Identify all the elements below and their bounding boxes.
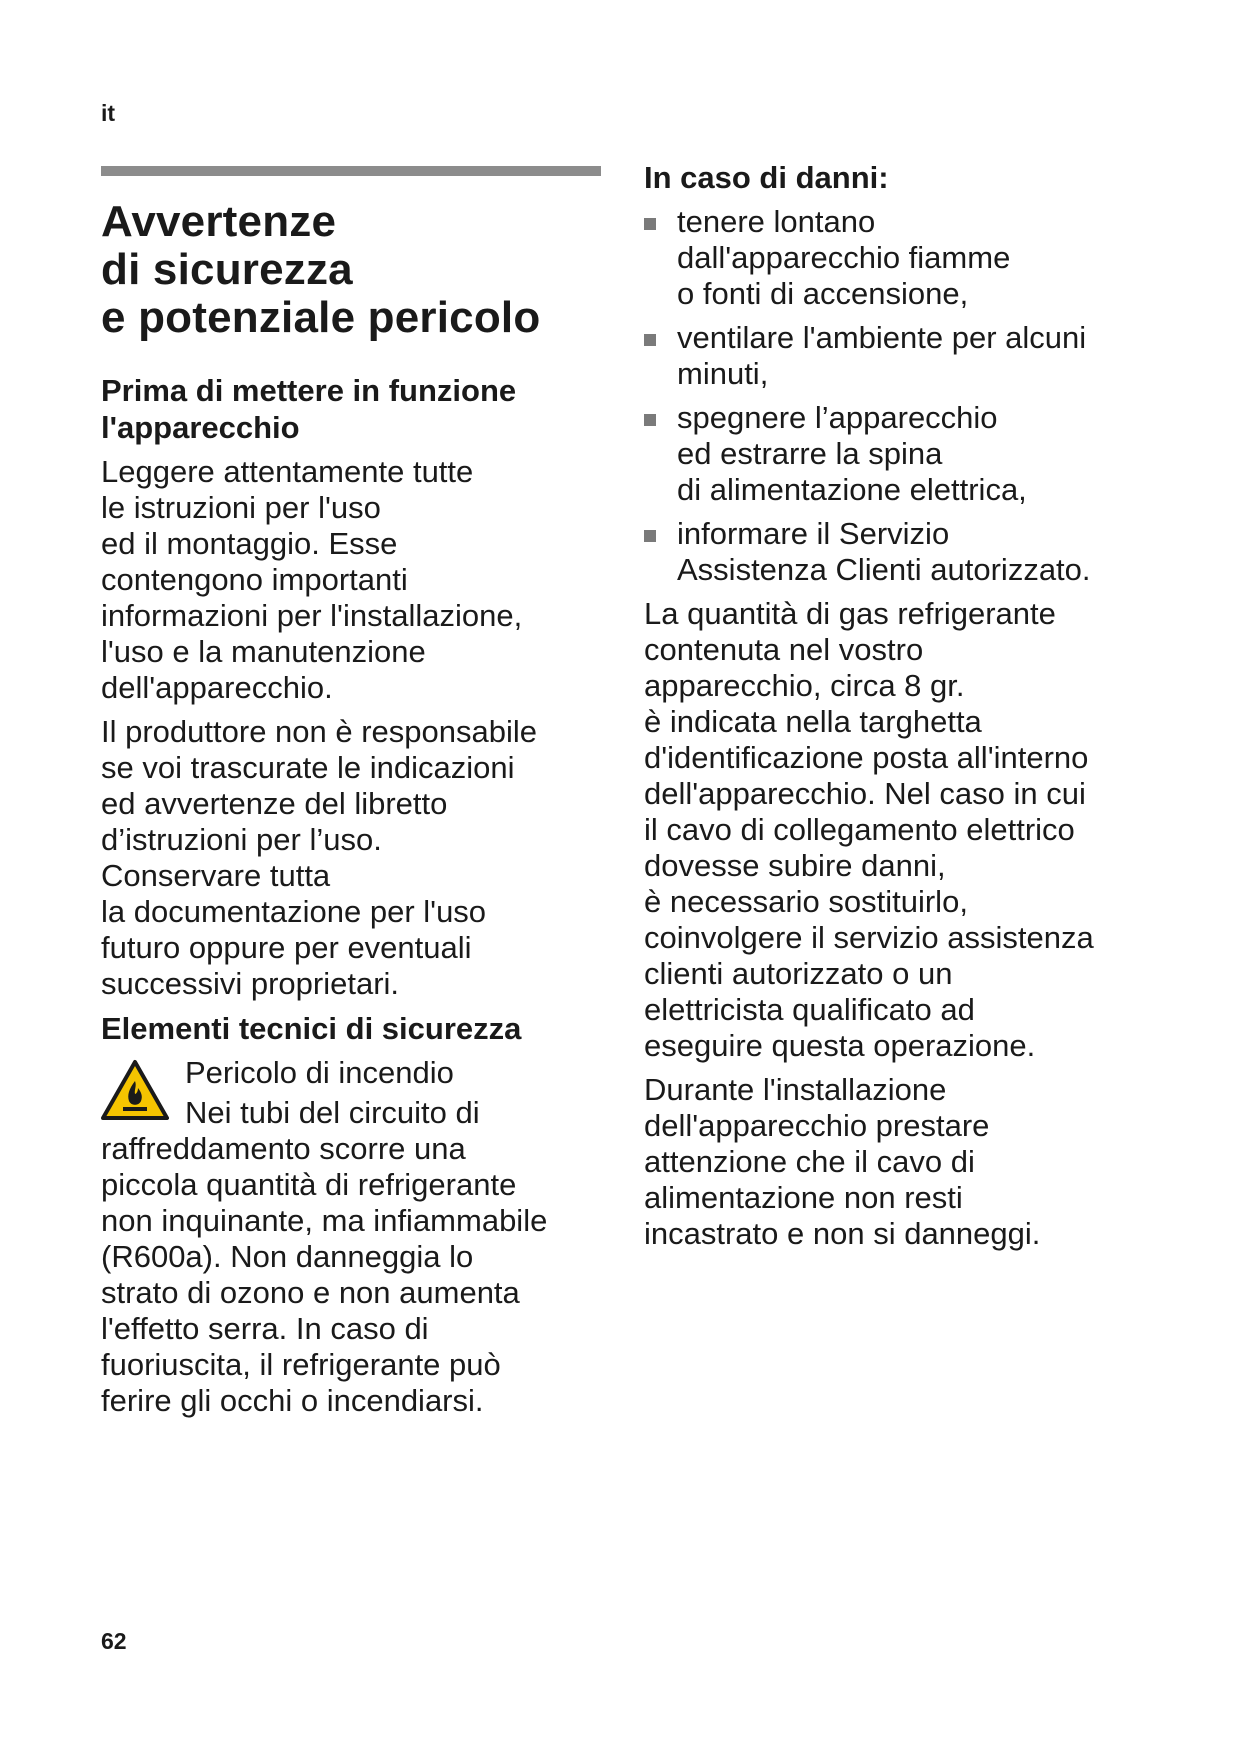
text-line: coinvolgere il servizio assistenza bbox=[644, 920, 1094, 955]
text-line: raffreddamento scorre una bbox=[101, 1131, 466, 1166]
text-line: informazioni per l'installazione, bbox=[101, 598, 523, 633]
text-line: è necessario sostituirlo, bbox=[644, 884, 968, 919]
list-item bbox=[644, 320, 1144, 392]
text-line: di alimentazione elettrica, bbox=[677, 472, 1027, 507]
section-divider bbox=[101, 166, 601, 176]
text-line: l'uso e la manutenzione bbox=[101, 634, 426, 669]
text-line: dell'apparecchio. Nel caso in cui bbox=[644, 776, 1086, 811]
list-item bbox=[644, 204, 1144, 312]
text-line: incastrato e non si danneggi. bbox=[644, 1216, 1041, 1251]
paragraph-manufacturer-liability bbox=[101, 714, 601, 1002]
title-line: e potenziale pericolo bbox=[101, 293, 541, 342]
flammable-warning-icon bbox=[101, 1059, 169, 1121]
text-line: strato di ozono e non aumenta bbox=[101, 1275, 520, 1310]
text-line: La quantità di gas refrigerante bbox=[644, 596, 1056, 631]
square-bullet-icon bbox=[644, 530, 656, 542]
text-line: il cavo di collegamento elettrico bbox=[644, 812, 1075, 847]
text-line: le istruzioni per l'uso bbox=[101, 490, 381, 525]
text-line: elettricista qualificato ad bbox=[644, 992, 975, 1027]
section-heading-damage: In caso di danni: bbox=[644, 160, 889, 195]
text-line: futuro oppure per eventuali bbox=[101, 930, 472, 965]
text-line: la documentazione per l'uso bbox=[101, 894, 487, 929]
text-line: contengono importanti bbox=[101, 562, 408, 597]
section-heading-safety-elements: Elementi tecnici di sicurezza bbox=[101, 1011, 522, 1046]
text-line: eseguire questa operazione. bbox=[644, 1028, 1036, 1063]
page-title bbox=[101, 198, 601, 342]
text-line: ed avvertenze del libretto bbox=[101, 786, 448, 821]
text-line: (R600a). Non danneggia lo bbox=[101, 1239, 474, 1274]
text-line: Il produttore non è responsabile bbox=[101, 714, 538, 749]
text-line: Durante l'installazione bbox=[644, 1072, 947, 1107]
language-tag: it bbox=[101, 100, 116, 126]
section-heading-before-use bbox=[101, 372, 601, 446]
text-line: o fonti di accensione, bbox=[677, 276, 969, 311]
text-line: ed estrarre la spina bbox=[677, 436, 943, 471]
text-line: non inquinante, ma infiammabile bbox=[101, 1203, 548, 1238]
fire-hazard-warning bbox=[101, 1055, 601, 1419]
left-column bbox=[101, 166, 601, 1427]
text-line: informare il Servizio bbox=[677, 516, 950, 551]
right-column bbox=[644, 160, 1144, 1260]
heading-line: l'apparecchio bbox=[101, 410, 300, 445]
heading-line: Prima di mettere in funzione bbox=[101, 373, 517, 408]
text-line: minuti, bbox=[677, 356, 769, 391]
text-line: fuoriuscita, il refrigerante può bbox=[101, 1347, 501, 1382]
text-line: dall'apparecchio fiamme bbox=[677, 240, 1011, 275]
text-line: Conservare tutta bbox=[101, 858, 331, 893]
square-bullet-icon bbox=[644, 218, 656, 230]
list-item bbox=[644, 400, 1144, 508]
paragraph-read-instructions bbox=[101, 454, 601, 706]
warning-text bbox=[101, 1055, 601, 1419]
text-line: d'identificazione posta all'interno bbox=[644, 740, 1089, 775]
text-line: alimentazione non resti bbox=[644, 1180, 963, 1215]
text-line: tenere lontano bbox=[677, 204, 876, 239]
text-line: è indicata nella targhetta bbox=[644, 704, 982, 739]
text-line: successivi proprietari. bbox=[101, 966, 400, 1001]
text-line: Assistenza Clienti autorizzato. bbox=[677, 552, 1091, 587]
title-line: di sicurezza bbox=[101, 245, 353, 294]
text-line: l'effetto serra. In caso di bbox=[101, 1311, 429, 1346]
text-line: clienti autorizzato o un bbox=[644, 956, 953, 991]
text-line: ferire gli occhi o incendiarsi. bbox=[101, 1383, 484, 1418]
text-line: se voi trascurate le indicazioni bbox=[101, 750, 515, 785]
page-number: 62 bbox=[101, 1628, 127, 1654]
text-line: attenzione che il cavo di bbox=[644, 1144, 975, 1179]
text-line: Leggere attentamente tutte bbox=[101, 454, 474, 489]
text-line: ed il montaggio. Esse bbox=[101, 526, 398, 561]
text-line: ventilare l'ambiente per alcuni bbox=[677, 320, 1087, 355]
square-bullet-icon bbox=[644, 414, 656, 426]
square-bullet-icon bbox=[644, 334, 656, 346]
text-line: Nei tubi del circuito di bbox=[185, 1095, 480, 1130]
text-line: dell'apparecchio. bbox=[101, 670, 333, 705]
text-line: spegnere l’apparecchio bbox=[677, 400, 998, 435]
paragraph-installation-care bbox=[644, 1072, 1144, 1252]
text-line: dell'apparecchio prestare bbox=[644, 1108, 990, 1143]
warning-title: Pericolo di incendio bbox=[185, 1055, 454, 1090]
text-line: piccola quantità di refrigerante bbox=[101, 1167, 517, 1202]
text-line: apparecchio, circa 8 gr. bbox=[644, 668, 965, 703]
damage-actions-list bbox=[644, 204, 1144, 588]
text-line: contenuta nel vostro bbox=[644, 632, 924, 667]
paragraph-refrigerant-quantity bbox=[644, 596, 1144, 1064]
list-item bbox=[644, 516, 1144, 588]
title-line: Avvertenze bbox=[101, 197, 337, 246]
text-line: dovesse subire danni, bbox=[644, 848, 946, 883]
text-line: d’istruzioni per l’uso. bbox=[101, 822, 382, 857]
